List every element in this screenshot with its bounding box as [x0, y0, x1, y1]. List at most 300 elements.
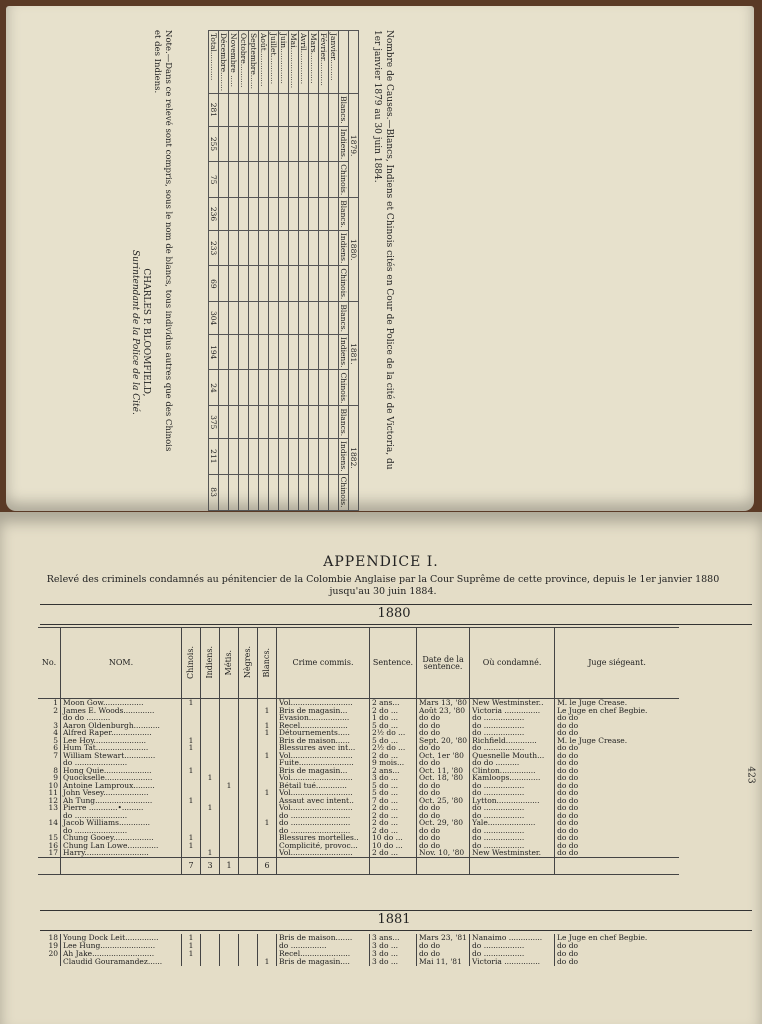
table-cell: 17 — [48, 848, 58, 857]
cell — [239, 94, 249, 127]
total-cell — [239, 857, 258, 874]
table-cell: Blessures mortelles.. — [277, 834, 370, 842]
table-cell: 1 — [258, 722, 277, 730]
table-cell — [201, 789, 220, 797]
table-cell: 2 do ... — [370, 752, 417, 760]
col-metis: Métis. — [224, 649, 234, 675]
table-cell: Oct. 29, '80 — [417, 819, 470, 827]
cell — [319, 474, 329, 510]
table-cell: Bris de magasin... — [277, 767, 370, 775]
table-cell: 3 ans... — [370, 934, 417, 942]
year-1881: 1881 — [377, 912, 411, 927]
table-cell: 1 — [201, 804, 220, 812]
table-row — [38, 752, 679, 760]
table-cell: do do — [555, 752, 680, 760]
cell — [299, 126, 309, 162]
table-cell: 1 — [182, 767, 201, 775]
table-cell: 2 do ... — [370, 827, 417, 835]
table-cell: do do — [555, 767, 680, 775]
table-cell — [239, 729, 258, 737]
cell — [269, 370, 279, 406]
race-subheader: Chinois. — [339, 162, 349, 198]
table-cell — [258, 759, 277, 767]
table-cell: do do — [555, 942, 680, 950]
month-row — [329, 31, 339, 512]
blank — [370, 857, 417, 874]
cell — [299, 510, 309, 511]
table-cell: do ......................... — [277, 827, 370, 835]
rule — [40, 930, 752, 931]
cell — [239, 370, 249, 406]
month-label: Octobre.......... — [239, 31, 249, 94]
table-cell: Lytton.................. — [470, 797, 555, 805]
table-cell: M. le Juge Crease. — [555, 699, 680, 707]
convicts-table-1880 — [38, 627, 679, 875]
totals-row — [38, 857, 679, 874]
table-cell: do ................. — [470, 950, 555, 958]
month-row — [289, 31, 299, 512]
month-row — [249, 31, 259, 512]
table-cell: do do — [555, 774, 680, 782]
table-cell — [220, 934, 239, 942]
cell — [209, 510, 219, 511]
table-cell: Hong Quie.................... — [61, 767, 182, 775]
cell — [219, 334, 229, 370]
table-cell: do ................. — [470, 744, 555, 752]
table-cell: do do — [417, 722, 470, 730]
table-cell — [258, 774, 277, 782]
cell — [299, 439, 309, 475]
cell — [329, 439, 339, 475]
cell — [259, 439, 269, 475]
cell — [219, 510, 229, 511]
table-cell: 10 do ... — [370, 842, 417, 850]
cell — [269, 126, 279, 162]
table-cell — [182, 804, 201, 812]
cell — [309, 439, 319, 475]
cell — [259, 334, 269, 370]
table-cell: do ................. — [470, 834, 555, 842]
cell — [229, 302, 239, 335]
table-cell: Assaut avec intent.. — [277, 797, 370, 805]
table-cell: 7 — [53, 750, 58, 760]
table-cell — [239, 812, 258, 820]
race-subheader: Indiens. — [339, 126, 349, 162]
table-cell — [220, 950, 239, 958]
cell: 281 — [209, 94, 219, 127]
cell — [279, 94, 289, 127]
cell — [259, 370, 269, 406]
cell — [309, 510, 319, 511]
total-cell: 3 — [201, 857, 220, 874]
cell — [319, 198, 329, 231]
table-cell: do do — [555, 782, 680, 790]
table-cell: 3 do ... — [370, 950, 417, 958]
cell — [249, 266, 259, 302]
table-cell: Le Juge en chef Begbie. — [555, 707, 680, 715]
table-cell: 1 — [258, 789, 277, 797]
rule — [40, 910, 752, 911]
table-cell — [239, 744, 258, 752]
table-cell: 7 do ... — [370, 797, 417, 805]
table-cell — [239, 759, 258, 767]
cell — [279, 510, 289, 511]
table-cell — [220, 729, 239, 737]
race-subheader: Blancs. — [339, 406, 349, 439]
month-label: Mai................. — [289, 31, 299, 94]
table-cell — [220, 819, 239, 827]
table-cell: Fuite....................... — [277, 759, 370, 767]
race-subheader: Blancs. — [339, 302, 349, 335]
table-cell — [220, 767, 239, 775]
table-cell: do do — [555, 759, 680, 767]
table-cell: 13 — [48, 803, 58, 812]
table-cell: do do — [555, 819, 680, 827]
cell — [269, 302, 279, 335]
table-cell: do ................. — [470, 804, 555, 812]
table-cell: do do — [417, 812, 470, 820]
table-cell: do do — [417, 789, 470, 797]
cell — [259, 230, 269, 266]
table-cell — [201, 942, 220, 950]
table-cell: Bris de magasin.... — [277, 958, 370, 966]
cell — [249, 474, 259, 510]
table-cell: 12 — [48, 795, 58, 805]
cell — [279, 439, 289, 475]
table-cell — [258, 737, 277, 745]
causes-table — [208, 30, 359, 511]
month-label: Juillet............ — [269, 31, 279, 94]
cell — [249, 94, 259, 127]
table-cell — [239, 834, 258, 842]
table-cell: 5 do ... — [370, 737, 417, 745]
table-cell — [239, 737, 258, 745]
appendix-title: APPENDICE I. — [323, 554, 439, 570]
table-cell: do do — [555, 842, 680, 850]
table-cell — [239, 707, 258, 715]
table-cell: do do — [417, 942, 470, 950]
table-cell — [220, 942, 239, 950]
rotated-title: Nombre de Causes.—Blancs, Indiens et Chinois cités en Cour de Police de la cité de Victoria, du 1er janvier 1879 au 30 juin 1884. — [372, 30, 394, 470]
race-subheader: Chinois. — [339, 370, 349, 406]
cell: 375 — [209, 406, 219, 439]
cell — [329, 126, 339, 162]
table-cell: 5 do ... — [370, 789, 417, 797]
table-cell: do ................. — [470, 789, 555, 797]
table-cell: do ................. — [470, 842, 555, 850]
table-cell — [201, 737, 220, 745]
table-cell — [220, 812, 239, 820]
note: Note.—Dans ce relevé sont compris, sous le nom de blancs, tous individus autres que des Chinois et des Indiens. — [152, 30, 173, 452]
year-1880: 1880 — [377, 606, 411, 621]
table-cell — [182, 714, 201, 722]
month-row — [239, 31, 249, 512]
table-cell: 2½ do ... — [370, 744, 417, 752]
cell — [229, 198, 239, 231]
table-cell: 1 — [182, 950, 201, 958]
cell — [309, 198, 319, 231]
signature-block — [129, 250, 151, 415]
cell — [239, 230, 249, 266]
cell: 83 — [209, 474, 219, 510]
table-cell — [258, 842, 277, 850]
table-cell: Recel..................... — [277, 950, 370, 958]
cell — [229, 370, 239, 406]
table-cell: do ...................... — [61, 827, 182, 835]
race-subheader: Indiens. — [339, 230, 349, 266]
cell: 75 — [209, 162, 219, 198]
race-subheader: Blancs. — [339, 94, 349, 127]
table-cell: do do — [555, 797, 680, 805]
page-number-right: 423 — [745, 766, 756, 784]
table-cell: do do — [417, 804, 470, 812]
table-cell: Victoria ............... — [470, 958, 555, 966]
cell — [289, 302, 299, 335]
table-cell — [239, 767, 258, 775]
cell — [269, 230, 279, 266]
cell — [219, 370, 229, 406]
table-cell: do do — [417, 729, 470, 737]
cell — [249, 198, 259, 231]
total-cell: 1 — [220, 857, 239, 874]
cell — [219, 162, 229, 198]
table-cell: Oct. 18, '80 — [417, 774, 470, 782]
cell — [319, 406, 329, 439]
table-cell: Vol.......................... — [277, 849, 370, 857]
table-cell: Evasion................. — [277, 714, 370, 722]
cell — [319, 162, 329, 198]
cell — [259, 474, 269, 510]
table-cell: New Westminster. — [470, 849, 555, 857]
table-row — [38, 804, 679, 812]
cell — [289, 370, 299, 406]
cell — [259, 198, 269, 231]
cell — [219, 230, 229, 266]
table-cell: Vol.......................... — [277, 789, 370, 797]
table-cell: 3 — [53, 720, 58, 730]
cell — [299, 230, 309, 266]
cell — [259, 94, 269, 127]
cell — [329, 198, 339, 231]
table-cell: Clinton............... — [470, 767, 555, 775]
table-cell: Lee Hoy...................... — [61, 737, 182, 745]
blank — [61, 857, 182, 874]
table-cell — [201, 812, 220, 820]
cell — [309, 474, 319, 510]
cell: 24 — [209, 370, 219, 406]
table-cell: Moon Gow................. — [61, 699, 182, 707]
cell — [269, 266, 279, 302]
table-cell: do ................. — [470, 812, 555, 820]
month-row — [299, 31, 309, 512]
cell — [289, 510, 299, 511]
table-cell — [239, 722, 258, 730]
table-cell: do do — [417, 714, 470, 722]
month-label: Mars............. — [309, 31, 319, 94]
table-cell: 4 — [53, 728, 58, 737]
cell — [299, 406, 309, 439]
cell — [269, 474, 279, 510]
table-cell: Août 23, '80 — [417, 707, 470, 715]
cell — [279, 334, 289, 370]
table-cell: do do — [555, 950, 680, 958]
cell: 233 — [209, 230, 219, 266]
table-cell: 2 ans... — [370, 699, 417, 707]
table-cell — [258, 804, 277, 812]
cell — [289, 94, 299, 127]
cell — [229, 266, 239, 302]
table-row — [38, 707, 679, 715]
cell: 236 — [209, 198, 219, 231]
table-cell: Ah Jake.......................... — [61, 950, 182, 958]
cell — [289, 126, 299, 162]
table-cell: 1 — [220, 782, 239, 790]
cell — [289, 439, 299, 475]
table-cell: Aaron Oldenburgh........... — [61, 722, 182, 730]
table-cell: Complicité, provoc... — [277, 842, 370, 850]
page-422 — [6, 6, 754, 511]
race-subheader: Indiens. — [339, 439, 349, 475]
month-row — [209, 31, 219, 512]
cell — [219, 302, 229, 335]
cell — [239, 266, 249, 302]
table-row — [38, 958, 679, 966]
cell — [309, 406, 319, 439]
table-cell — [220, 699, 239, 707]
table-cell — [182, 782, 201, 790]
cell — [289, 162, 299, 198]
table-cell: 10 — [48, 780, 58, 790]
cell — [229, 510, 239, 511]
table-cell: do do — [417, 744, 470, 752]
cell — [239, 334, 249, 370]
cell — [319, 94, 329, 127]
table-cell — [201, 722, 220, 730]
month-row — [269, 31, 279, 512]
cell — [299, 302, 309, 335]
table-cell — [258, 942, 277, 950]
month-label: Décembre........ — [219, 31, 229, 94]
table-cell: Vol.......................... — [277, 699, 370, 707]
table-cell — [258, 934, 277, 942]
table-cell — [201, 729, 220, 737]
cell — [329, 474, 339, 510]
blank — [417, 857, 470, 874]
cell — [249, 230, 259, 266]
table-cell — [220, 707, 239, 715]
table-cell — [220, 759, 239, 767]
table-cell — [201, 827, 220, 835]
col-blancs: Blancs. — [262, 647, 272, 677]
cell — [309, 302, 319, 335]
cell — [269, 406, 279, 439]
cell — [329, 334, 339, 370]
total-cell: 6 — [258, 857, 277, 874]
table-cell — [220, 958, 239, 966]
table-cell: 1 — [182, 834, 201, 842]
cell — [299, 162, 309, 198]
table-cell — [220, 744, 239, 752]
table-cell — [182, 812, 201, 820]
table-cell: Harry........................... — [61, 849, 182, 857]
table-cell: M. le Juge Crease. — [555, 737, 680, 745]
table-cell: 2 ans... — [370, 767, 417, 775]
month-sub — [339, 31, 349, 94]
table-cell: Lee Hung....................... — [61, 942, 182, 950]
cell — [329, 510, 339, 511]
table-cell: Hum Tat...................... — [61, 744, 182, 752]
cell — [279, 266, 289, 302]
year-header: 1881. — [349, 302, 359, 406]
year-header — [349, 510, 359, 511]
table-cell: 14 — [48, 818, 58, 827]
table-cell — [239, 942, 258, 950]
table-cell: 2 do ... — [370, 812, 417, 820]
table-cell — [239, 827, 258, 835]
table-cell — [239, 797, 258, 805]
table-cell: Le Juge en chef Begbie. — [555, 934, 680, 942]
month-row — [219, 31, 229, 512]
convicts-table-1881 — [38, 934, 679, 966]
cell: 211 — [209, 439, 219, 475]
table-cell: 2½ do ... — [370, 729, 417, 737]
col-no: No. — [38, 628, 61, 699]
cell — [229, 474, 239, 510]
table-cell: 5 do ... — [370, 722, 417, 730]
cell — [239, 510, 249, 511]
blank — [277, 857, 370, 874]
table-cell — [220, 722, 239, 730]
cell — [229, 126, 239, 162]
cell — [259, 510, 269, 511]
cell — [259, 302, 269, 335]
table-cell — [201, 759, 220, 767]
cell — [219, 126, 229, 162]
table-cell: 1 — [182, 842, 201, 850]
col-chinois: Chinois. — [186, 645, 196, 679]
cell — [219, 266, 229, 302]
table-cell: 1 — [182, 942, 201, 950]
cell — [289, 334, 299, 370]
table-cell — [201, 699, 220, 707]
table-cell: Oct. 11, '80 — [417, 767, 470, 775]
table-cell: Victoria ............... — [470, 707, 555, 715]
table-cell — [201, 782, 220, 790]
table-cell — [182, 958, 201, 966]
table-cell: 1 — [258, 752, 277, 760]
table-cell: do do — [555, 827, 680, 835]
table-cell: 6 — [53, 743, 58, 752]
table-cell: Sept. 20, '80 — [417, 737, 470, 745]
table-cell: Recel.................... — [277, 722, 370, 730]
cell — [279, 302, 289, 335]
table-cell — [258, 834, 277, 842]
table-cell: 1 — [182, 797, 201, 805]
cell — [309, 94, 319, 127]
signature-title: Surintendant de la Police de la Cité. — [130, 250, 140, 415]
cell — [239, 162, 249, 198]
table-cell: 1 — [258, 707, 277, 715]
cell — [229, 334, 239, 370]
cell — [289, 474, 299, 510]
table-cell: do ................. — [470, 827, 555, 835]
table-cell: do ................. — [470, 722, 555, 730]
cell — [259, 126, 269, 162]
table-cell: 9 mois... — [370, 759, 417, 767]
table-cell — [239, 714, 258, 722]
table-cell: Pierre ............•......... — [61, 804, 182, 812]
table-cell: 1 — [258, 729, 277, 737]
